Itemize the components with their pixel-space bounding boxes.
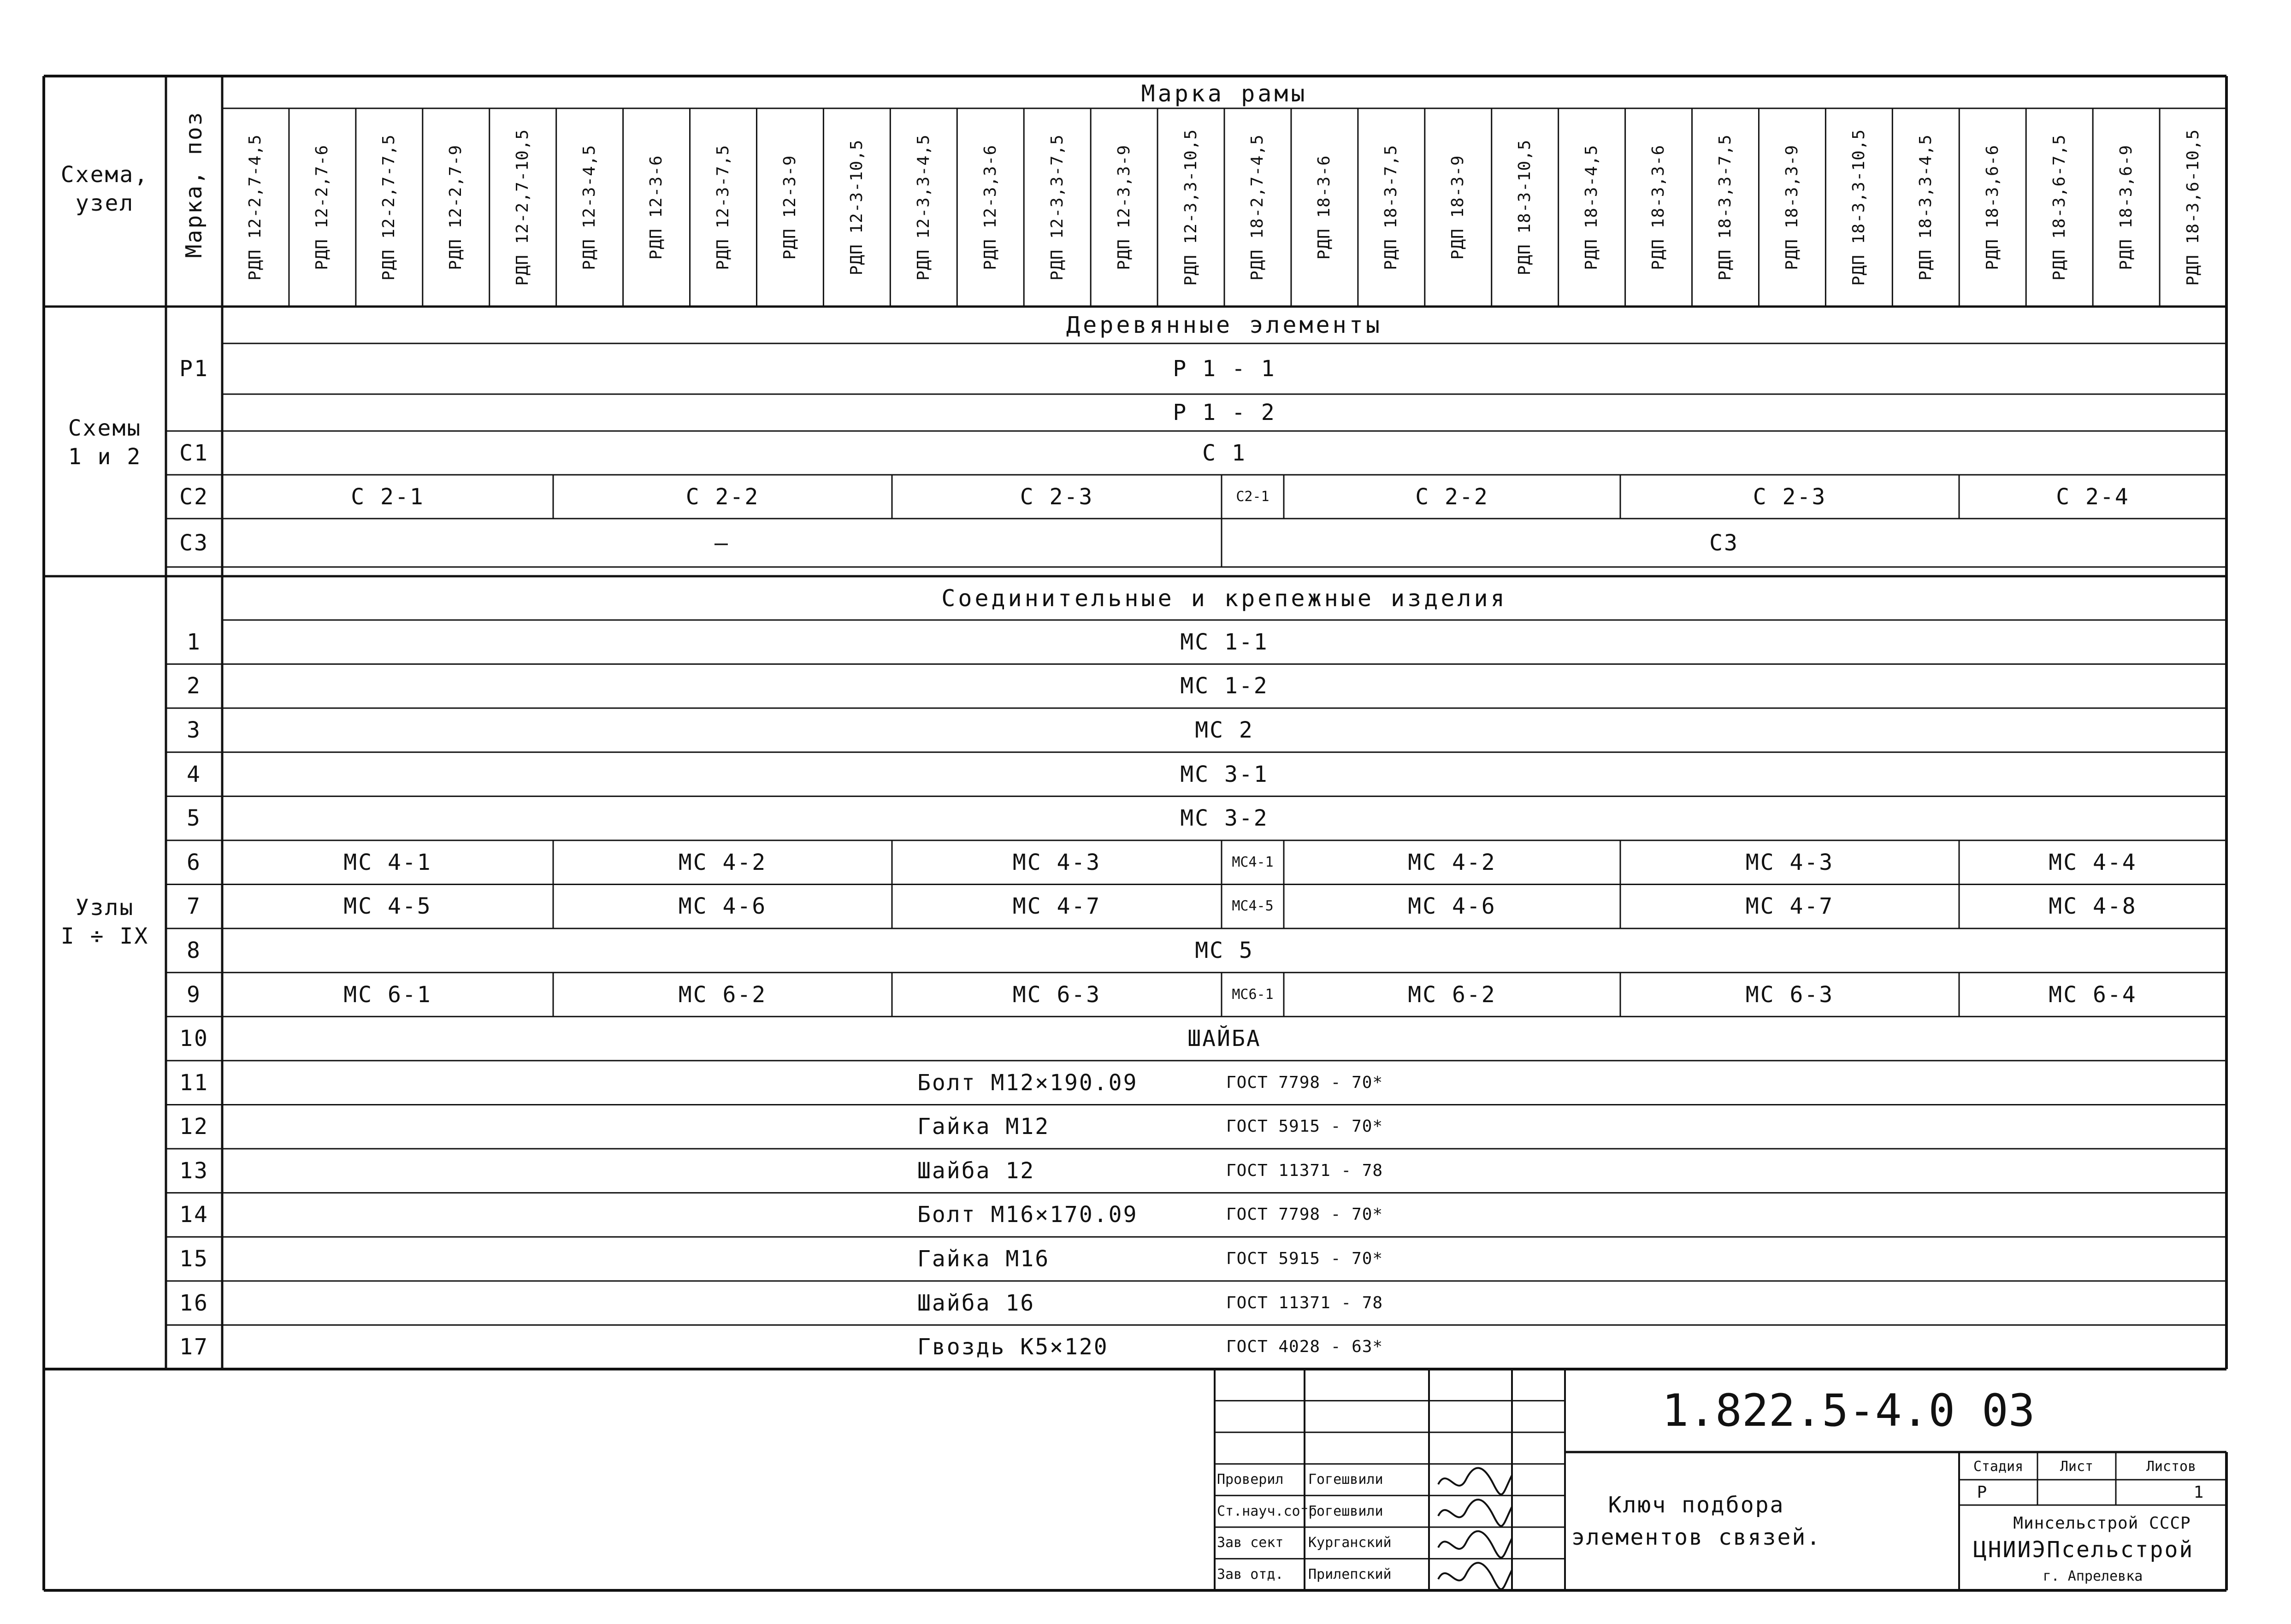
frame-mark-21: РДП 18-3,3-6 [1649,144,1668,271]
cell-conn-6-2: МС 4-7 [1012,893,1101,920]
cell-wood-3-0: С 2-1 [351,484,425,510]
conn-group-label: I ÷ IX [60,923,149,949]
stage-value: Р [1977,1483,1988,1502]
cell-conn-1: МС 1-2 [1180,673,1269,699]
cell-wood-3-6: С 2-4 [2056,484,2130,510]
frame-mark-26: РДП 18-3,6-6 [1983,144,2002,271]
cell-conn-6-6: МС 4-8 [2049,893,2137,920]
pos-15: 15 [179,1246,209,1272]
item-name: Шайба 12 [917,1157,1035,1184]
org-institute: ЦНИИЭПсельстрой [1973,1537,2194,1563]
frame-mark-3: РДП 12-2,7-9 [446,144,466,271]
pos-9: 9 [187,981,201,1008]
cell-conn-3: МС 3-1 [1180,761,1269,787]
pos-6: 6 [187,849,201,875]
frame-mark-8: РДП 12-3-9 [780,155,799,260]
frame-mark-10: РДП 12-3,3-4,5 [914,134,933,281]
pos-17: 17 [179,1334,209,1360]
frame-mark-4: РДП 12-2,7-10,5 [513,129,532,286]
cell-wood-4-0: — [714,530,729,556]
conn-title: Соединительные и крепежные изделия [941,585,1507,612]
frame-mark-7: РДП 12-3-7,5 [714,144,732,271]
frame-mark-29: РДП 18-3,6-10,5 [2183,129,2202,286]
pos-10: 10 [179,1026,209,1052]
pos-8: 8 [187,937,201,963]
item-gost: ГОСТ 11371 - 78 [1226,1161,1383,1180]
cell-conn-5-6: МС 4-4 [2049,849,2137,875]
wood-group-label: 1 и 2 [68,444,142,470]
pos-13: 13 [179,1157,209,1184]
frame-mark-1: РДП 12-2,7-6 [313,144,332,271]
frame-mark-18: РДП 18-3-9 [1448,155,1468,260]
signature [1438,1563,1512,1589]
cell-conn-6-0: МС 4-5 [343,893,432,920]
frame-mark-23: РДП 18-3,3-9 [1782,144,1801,271]
cell-conn-5-3: МС4-1 [1232,854,1274,870]
cell-conn-5-5: МС 4-3 [1745,849,1834,875]
cell-conn-0: МС 1-1 [1180,629,1269,655]
cell-wood-1: Р 1 - 2 [1173,400,1276,425]
conn-group-label: Узлы [75,895,135,921]
cell-conn-6-4: МС 4-6 [1408,893,1496,920]
stage-label: Стадия [1973,1459,2024,1475]
signature [1438,1468,1512,1494]
sheets-label: Листов [2146,1459,2197,1475]
frame-mark-27: РДП 18-3,6-7,5 [2049,134,2069,281]
frame-mark-17: РДП 18-3-7,5 [1382,144,1401,271]
marka-pos-label: Марка, поз [181,111,207,258]
pos-16: 16 [179,1290,209,1316]
pos-С1: С1 [179,440,209,466]
cell-wood-3-4: С 2-2 [1415,484,1489,510]
pos-Р1: Р1 [179,356,209,382]
signer-role: Зав сект [1217,1535,1284,1551]
frame-mark-12: РДП 12-3,3-7,5 [1047,134,1067,281]
cell-conn-4: МС 3-2 [1180,805,1269,832]
cell-conn-8-6: МС 6-4 [2049,981,2137,1008]
frame-mark-19: РДП 18-3-10,5 [1515,139,1535,276]
sheet-title: элементов связей. [1571,1524,1822,1550]
item-name: Гайка М12 [917,1114,1050,1140]
cell-wood-2: С 1 [1202,440,1246,466]
sheets-value: 1 [2193,1483,2204,1502]
signer-role: Ст.науч.сотр [1217,1503,1317,1519]
cell-wood-3-3: С2-1 [1236,488,1269,505]
org-ministry: Минсельстрой СССР [2013,1514,2191,1533]
pos-7: 7 [187,893,201,920]
pos-11: 11 [179,1069,209,1096]
org-city: г. Апрелевка [2043,1568,2143,1584]
cell-conn-6-5: МС 4-7 [1745,893,1834,920]
frame-mark-15: РДП 18-2,7-4,5 [1248,134,1267,281]
pos-3: 3 [187,717,201,743]
cell-conn-9: ШАЙБА [1187,1026,1261,1052]
cell-conn-5-4: МС 4-2 [1408,849,1496,875]
sheet-label: Лист [2060,1459,2094,1475]
item-gost: ГОСТ 4028 - 63* [1226,1337,1383,1357]
cell-wood-3-2: С 2-3 [1020,484,1094,510]
cell-conn-5-0: МС 4-1 [343,849,432,875]
pos-1: 1 [187,629,201,655]
cell-conn-8-0: МС 6-1 [343,981,432,1008]
signer-role: Проверил [1217,1471,1284,1488]
cell-wood-0: Р 1 - 1 [1173,356,1276,382]
frame-mark-13: РДП 12-3,3-9 [1114,144,1134,271]
cell-wood-4-1: С3 [1709,530,1739,556]
cell-conn-8-4: МС 6-2 [1408,981,1496,1008]
pos-14: 14 [179,1202,209,1228]
signature [1438,1531,1512,1558]
signer-name: Гогешвили [1308,1471,1383,1488]
frame-mark-5: РДП 12-3-4,5 [580,144,599,271]
item-gost: ГОСТ 11371 - 78 [1226,1293,1383,1312]
schema-label: узел [75,190,135,216]
cell-conn-5-2: МС 4-3 [1012,849,1101,875]
cell-conn-8-5: МС 6-3 [1745,981,1834,1008]
frame-mark-24: РДП 18-3,3-10,5 [1849,129,1868,286]
item-gost: ГОСТ 7798 - 70* [1226,1073,1383,1092]
frame-title: Марка рамы [1141,80,1308,107]
sheet-title: Ключ подбора [1608,1492,1785,1518]
doc-code: 1.822.5-4.0 03 [1662,1385,2035,1436]
cell-conn-8-1: МС 6-2 [678,981,767,1008]
frame-mark-0: РДП 12-2,7-4,5 [246,134,265,281]
item-name: Болт М16×170.09 [917,1202,1138,1228]
frame-mark-14: РДП 12-3,3-10,5 [1181,129,1200,286]
item-gost: ГОСТ 7798 - 70* [1226,1205,1383,1224]
frame-mark-16: РДП 18-3-6 [1315,155,1334,260]
item-name: Шайба 16 [917,1290,1035,1316]
cell-conn-2: МС 2 [1195,717,1254,743]
pos-С3: С3 [179,530,209,556]
cell-conn-8-3: МС6-1 [1232,986,1274,1003]
item-gost: ГОСТ 5915 - 70* [1226,1117,1383,1136]
frame-mark-6: РДП 12-3-6 [647,155,666,260]
signer-name: Курганский [1308,1535,1392,1551]
cell-wood-3-5: С 2-3 [1753,484,1827,510]
signer-name: Гогешвили [1308,1503,1383,1519]
schema-label: Схема, [60,162,149,188]
cell-wood-3-1: С 2-2 [685,484,760,510]
item-name: Гайка М16 [917,1246,1050,1272]
frame-mark-9: РДП 12-3-10,5 [847,139,866,276]
wood-group-label: Схемы [68,415,142,441]
signer-role: Зав отд. [1217,1566,1284,1583]
pos-12: 12 [179,1114,209,1140]
cell-conn-8-2: МС 6-3 [1012,981,1101,1008]
cell-conn-6-1: МС 4-6 [678,893,767,920]
frame-mark-20: РДП 18-3-4,5 [1582,144,1601,271]
pos-2: 2 [187,673,201,699]
cell-conn-6-3: МС4-5 [1232,898,1274,915]
pos-4: 4 [187,761,201,787]
item-gost: ГОСТ 5915 - 70* [1226,1249,1383,1269]
wood-title: Деревянные элементы [1066,312,1382,338]
pos-С2: С2 [179,484,209,510]
frame-mark-25: РДП 18-3,3-4,5 [1916,134,1935,281]
frame-mark-28: РДП 18-3,6-9 [2116,144,2136,271]
signature [1438,1500,1512,1526]
frame-mark-2: РДП 12-2,7-7,5 [379,134,399,281]
pos-5: 5 [187,805,201,832]
frame-mark-11: РДП 12-3,3-6 [980,144,1000,271]
signer-name: Прилепский [1308,1566,1392,1583]
cell-conn-5-1: МС 4-2 [678,849,767,875]
item-name: Гвоздь К5×120 [917,1334,1109,1360]
item-name: Болт М12×190.09 [917,1069,1138,1096]
frame-mark-22: РДП 18-3,3-7,5 [1716,134,1735,281]
cell-conn-7: МС 5 [1195,937,1254,963]
